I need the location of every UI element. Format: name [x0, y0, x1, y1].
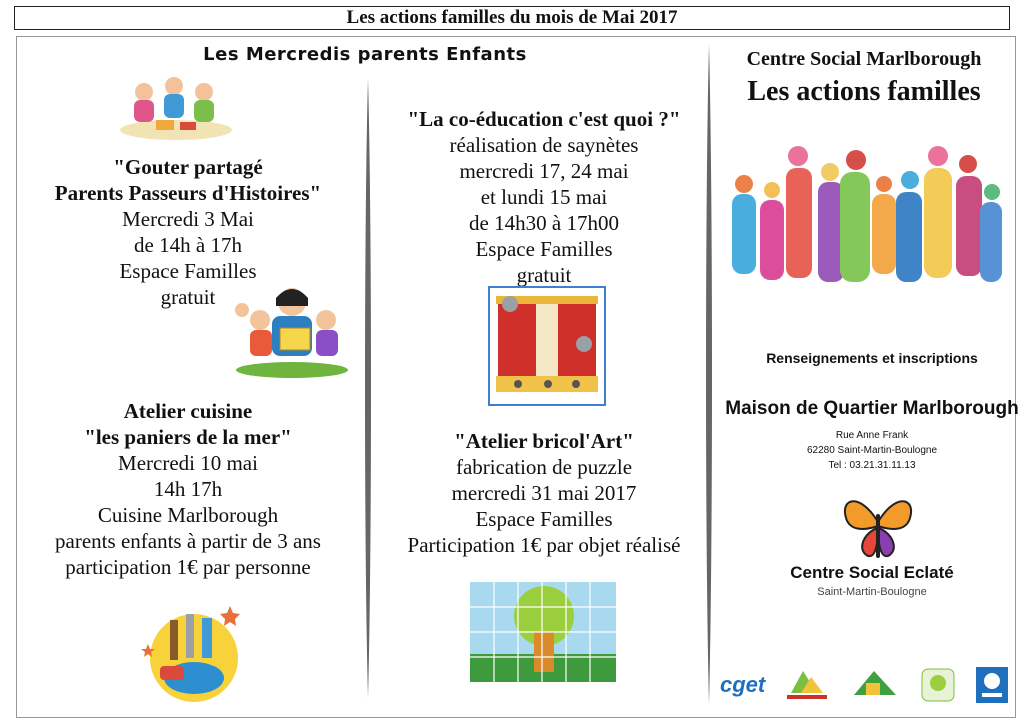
event-bricolart-place: Espace Familles [475, 507, 613, 531]
event-gouter-price: gratuit [160, 285, 216, 309]
event-cuisine-title2: "les paniers de la mer" [84, 425, 292, 449]
event-cuisine-audience: parents enfants à partir de 3 ans [55, 529, 321, 553]
event-bricolart [385, 428, 703, 558]
banner-title: Les actions familles du mois de Mai 2017 [346, 7, 678, 28]
event-gouter-place: Espace Familles [119, 259, 257, 283]
kitchen-utensils-illustration [140, 600, 246, 708]
theater-stage-illustration [488, 286, 606, 406]
logo-title-text: Centre Social Eclaté [790, 563, 954, 582]
partner-4-logo-icon [918, 665, 958, 705]
event-bricolart-subtitle: fabrication de puzzle [455, 455, 633, 479]
column1-heading [200, 44, 530, 65]
parent-reading-illustration [232, 280, 350, 380]
address-line1: Rue Anne Frank [835, 430, 909, 441]
logo-title [722, 563, 1022, 583]
event-bricolart-price: Participation 1€ par objet réalisé [407, 533, 681, 557]
event-coeducation [385, 106, 703, 288]
event-coeducation-date1: mercredi 17, 24 mai [459, 159, 629, 183]
event-cuisine-price: participation 1€ par personne [65, 555, 311, 579]
saint-martin-logo-icon [848, 665, 902, 705]
event-gouter-title2: Parents Passeurs d'Histoires" [54, 181, 322, 205]
pas-de-calais-logo-icon [781, 665, 831, 705]
cget-logo: cget [720, 672, 766, 697]
column-divider-left [363, 78, 373, 698]
event-gouter-title1: "Gouter partagé [113, 155, 263, 179]
event-coeducation-title: "La co-éducation c'est quoi ?" [407, 107, 681, 131]
org-name [722, 48, 1006, 71]
event-cuisine-title1: Atelier cuisine [123, 399, 253, 423]
event-bricolart-date: mercredi 31 mai 2017 [451, 481, 637, 505]
event-coeducation-subtitle: réalisation de saynètes [449, 133, 639, 157]
event-coeducation-price: gratuit [516, 263, 572, 287]
venue-name-text: Maison de Quartier Marlborough [725, 398, 1019, 419]
event-cuisine-date: Mercredi 10 mai [118, 451, 258, 475]
phone-number: Tel : 03.21.31.11.13 [828, 460, 916, 471]
headline [722, 76, 1006, 108]
event-cuisine-place: Cuisine Marlborough [97, 503, 279, 527]
venue-name [722, 398, 1022, 420]
column-divider-right [704, 44, 714, 704]
event-coeducation-time: de 14h30 à 17h00 [469, 211, 619, 235]
org-name-text: Centre Social Marlborough [746, 48, 982, 70]
families-watercolor-illustration [724, 140, 1006, 310]
caf-logo-icon [974, 665, 1010, 705]
column1-heading-text: Les Mercredis parents Enfants [203, 44, 527, 65]
event-coeducation-date2: et lundi 15 mai [480, 185, 608, 209]
logo-subtitle-text: Saint-Martin-Boulogne [817, 586, 927, 598]
event-cuisine [28, 398, 348, 580]
event-coeducation-place: Espace Familles [475, 237, 613, 261]
children-playing-illustration [116, 70, 234, 142]
address-line2: 62280 Saint-Martin-Boulogne [806, 445, 938, 456]
info-label-text: Renseignements et inscriptions [766, 350, 978, 366]
event-gouter-date: Mercredi 3 Mai [122, 207, 254, 231]
puzzle-tree-illustration [470, 582, 616, 682]
partner-logos [720, 664, 1010, 706]
info-label [722, 350, 1022, 366]
event-gouter-time: de 14h à 17h [134, 233, 242, 257]
venue-address [722, 428, 1022, 473]
butterfly-logo-icon [840, 492, 916, 562]
page-banner [14, 6, 1010, 30]
logo-subtitle [722, 586, 1022, 598]
event-cuisine-time: 14h 17h [153, 477, 223, 501]
headline-text: Les actions familles [747, 76, 981, 107]
event-bricolart-title: "Atelier bricol'Art" [454, 429, 634, 453]
